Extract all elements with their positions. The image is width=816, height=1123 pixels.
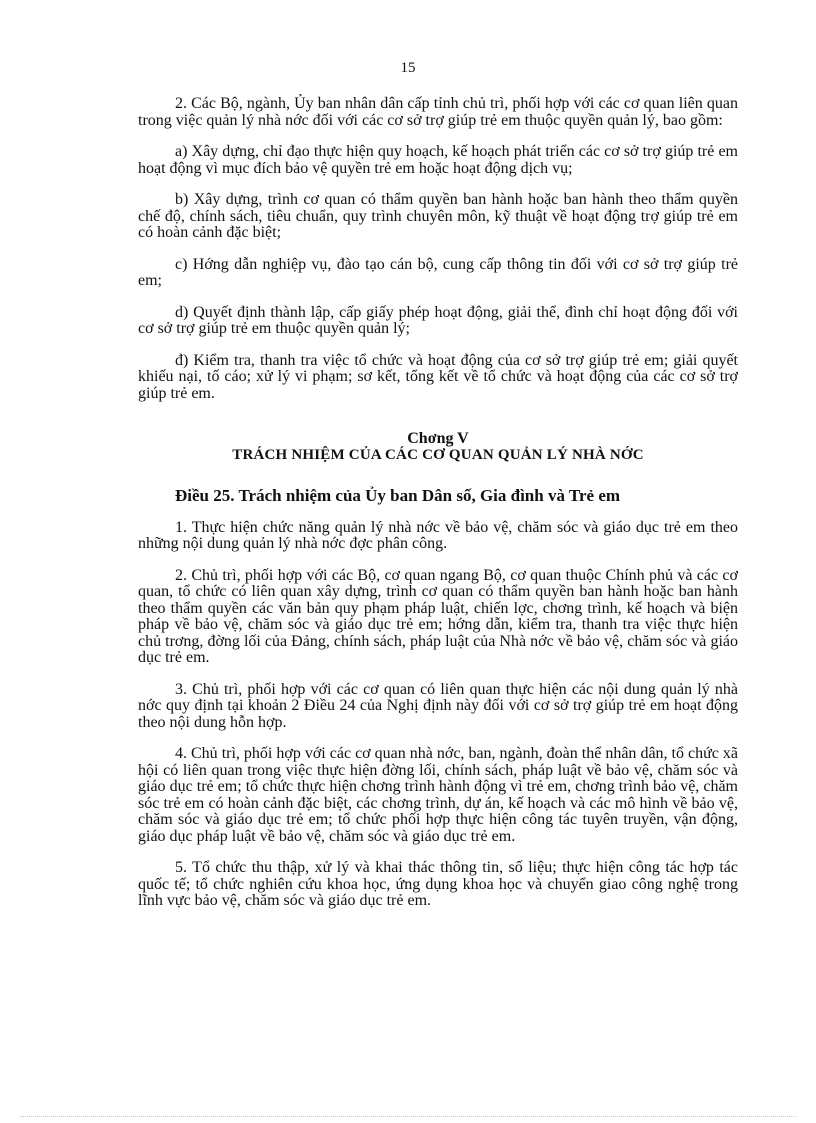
article-paragraph-5: 5. Tổ chức thu thập, xử lý và khai thác thông tin, số liệu; thực hiện công tác hợp tác quốc tế; tổ chức nghiên cứu khoa học, ứng dụng khoa học và chuyển giao công nghệ trong lĩnh vực bảo vệ, chăm sóc và giáo dục trẻ em. [138,859,738,909]
paragraph-article24-item-dd: đ) Kiểm tra, thanh tra việc tổ chức và hoạt động của cơ sở trợ giúp trẻ em; giải quyết khiếu nại, tố cáo; xử lý vi phạm; sơ kết, tổng kết về tổ chức và hoạt động của các cơ sở trợ giúp trẻ em. [138,351,738,402]
page-number: 15 [400,60,416,76]
article-paragraph-1: 1. Thực hiện chức năng quản lý nhà nớc về bảo vệ, chăm sóc và giáo dục trẻ em theo những nội dung quản lý nhà nớc đợc phân công. [138,518,738,552]
paragraph-article24-item-a: a) Xây dựng, chỉ đạo thực hiện quy hoạch, kế hoạch phát triển các cơ sở trợ giúp trẻ em hoạt động vì mục đích bảo vệ quyền trẻ em hoặc hoạt động dịch vụ; [138,143,738,177]
article-paragraph-2: 2. Chủ trì, phối hợp với các Bộ, cơ quan ngang Bộ, cơ quan thuộc Chính phủ và các cơ quan, tổ chức có liên quan xây dựng, trình cơ quan có thẩm quyền ban hành hoặc ban hành theo thẩm quyền các văn bản quy phạm pháp luật, chiến lợc, chơng trình, kế hoạch và biện pháp về bảo vệ, chăm sóc và giáo dục trẻ em; hớng dẫn, kiểm tra, thanh tra việc thực hiện chủ trơng, đờng lối của Đảng, chính sách, pháp luật của Nhà nớc về bảo vệ, chăm sóc và giáo dục trẻ em. [138,566,738,666]
document-body [138,96,738,925]
chapter-label: Chơng V [407,430,469,447]
paragraph-article24-clause2: 2. Các Bộ, ngành, Ủy ban nhân dân cấp tỉnh chủ trì, phối hợp với các cơ quan liên quan trong việc quản lý nhà nớc đối với các cơ sở trợ giúp trẻ em thuộc quyền quản lý, bao gồm: [138,95,738,129]
chapter-heading: TRÁCH NHIỆM CỦA CÁC CƠ QUAN QUẢN LÝ NHÀ NỚC [232,447,644,463]
article-paragraph-3: 3. Chủ trì, phối hợp với các cơ quan có liên quan thực hiện các nội dung quản lý nhà nớc quy định tại khoản 2 Điều 24 của Nghị định này đối với cơ sở trợ giúp trẻ em hoạt động theo nội dung hỗn hợp. [138,680,738,731]
chapter-header [138,430,738,464]
page-bottom-divider [20,1116,796,1117]
article-title: Điều 25. Trách nhiệm của Ủy ban Dân số, Gia đình và Trẻ em [175,486,621,505]
paragraph-article24-item-b: b) Xây dựng, trình cơ quan có thẩm quyền ban hành hoặc ban hành theo thẩm quyền chế độ, chính sách, tiêu chuẩn, quy trình chuyên môn, kỹ thuật về hoạt động trợ giúp trẻ em có hoàn cảnh đặc biệt; [138,191,738,241]
article-paragraph-4: 4. Chủ trì, phối hợp với các cơ quan nhà nớc, ban, ngành, đoàn thể nhân dân, tổ chức xã hội có liên quan trong việc thực hiện đờng lối, chính sách, pháp luật về bảo vệ, chăm sóc và giáo dục trẻ em; tổ chức thực hiện chơng trình hành động vì trẻ em, chơng trình bảo vệ, chăm sóc trẻ em có hoàn cảnh đặc biệt, các chơng trình, dự án, kế hoạch và các mô hình về bảo vệ, chăm sóc và giáo dục trẻ em; tổ chức phối hợp thực hiện công tác tuyên truyền, vận động, giáo dục pháp luật về bảo vệ, chăm sóc và giáo dục trẻ em. [138,745,738,845]
paragraph-article24-item-d: d) Quyết định thành lập, cấp giấy phép hoạt động, giải thể, đình chỉ hoạt động đối với cơ sở trợ giúp trẻ em thuộc quyền quản lý; [138,303,738,337]
paragraph-article24-item-c: c) Hớng dẫn nghiệp vụ, đào tạo cán bộ, cung cấp thông tin đối với cơ sở trợ giúp trẻ em; [138,255,738,289]
